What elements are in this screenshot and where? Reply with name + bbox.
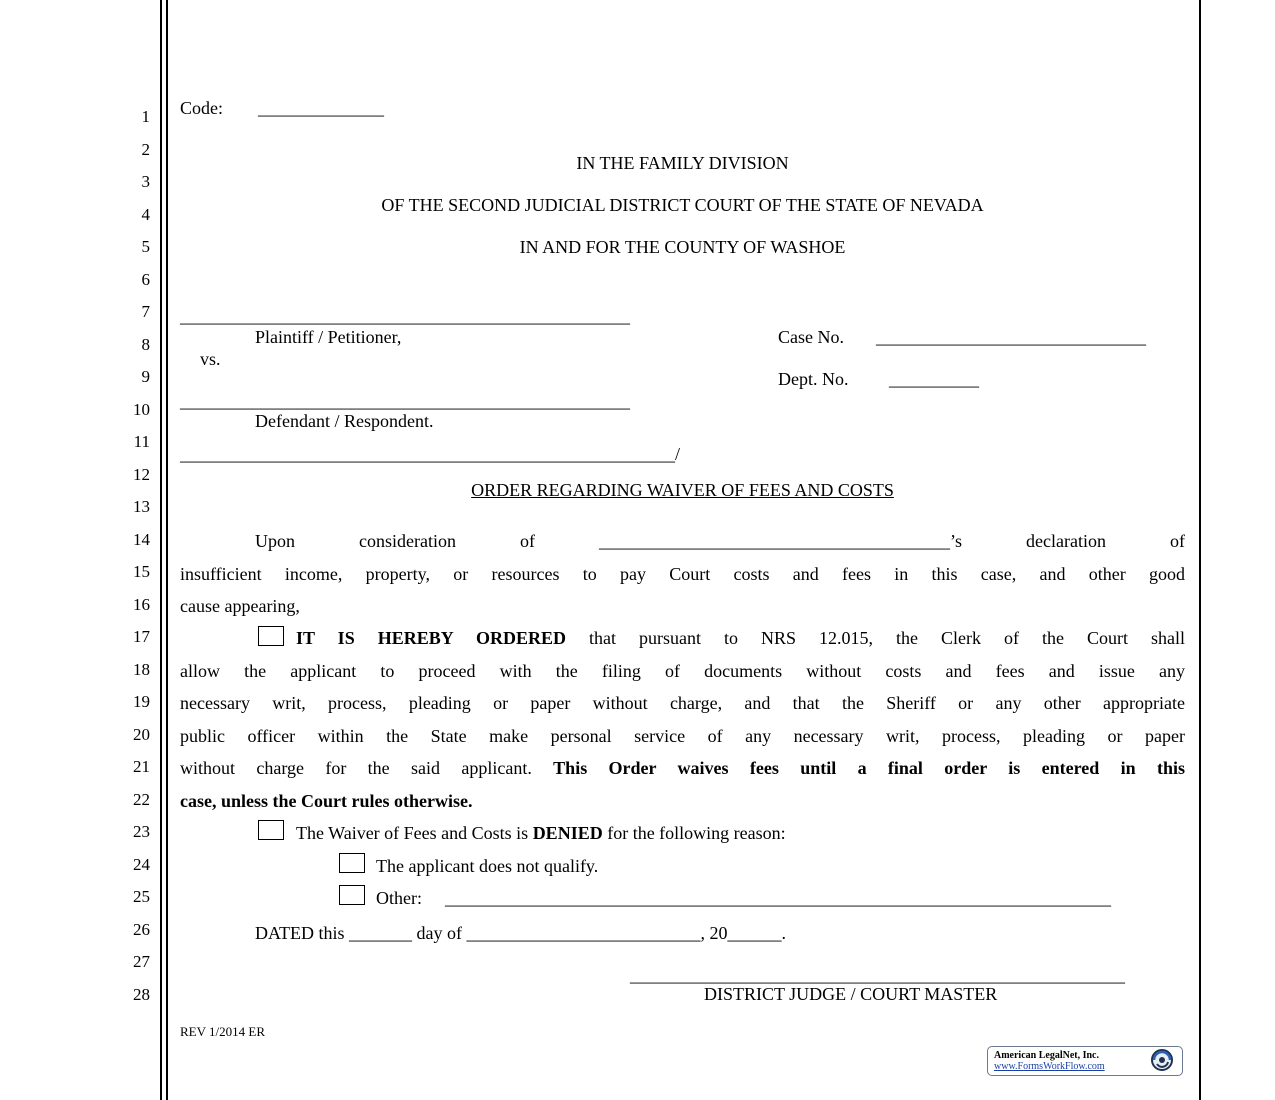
line-number: 28 <box>133 985 150 1004</box>
code-label: Code: <box>180 98 223 118</box>
caption-closing-blank[interactable]: _______________________________________________________/ <box>180 444 681 464</box>
line-number: 7 <box>141 302 150 321</box>
dept-no-blank[interactable]: __________ <box>889 369 979 389</box>
p1-word: of <box>519 531 535 551</box>
p1-word: of <box>1169 531 1185 551</box>
globe-icon <box>1145 1048 1179 1072</box>
line-number: 6 <box>141 270 150 289</box>
line-number: 22 <box>133 790 150 809</box>
line-20: public officer within the State make personal service of any necessary writ, process, pleading or paper <box>180 726 1185 746</box>
publisher-logo[interactable] <box>987 1046 1183 1076</box>
line-number: 8 <box>141 335 150 354</box>
line-number: 23 <box>133 822 150 841</box>
line-number: 13 <box>133 497 150 516</box>
line-21 <box>180 758 1185 779</box>
line-number: 21 <box>133 757 150 776</box>
vs-label: vs. <box>200 349 221 369</box>
line-number: 14 <box>133 530 150 549</box>
dept-no-label: Dept. No. <box>778 369 849 389</box>
line-number: 12 <box>133 465 150 484</box>
line-number: 27 <box>133 952 150 971</box>
defendant-blank[interactable]: __________________________________________________ <box>180 391 630 411</box>
line-number: 10 <box>133 400 150 419</box>
line-number: 17 <box>133 627 150 646</box>
line-number: 20 <box>133 725 150 744</box>
left-margin-rule-inner <box>166 0 168 1100</box>
line-number: 25 <box>133 887 150 906</box>
p1-word: declaration <box>1026 531 1106 551</box>
ordered-line <box>296 628 1185 649</box>
line-number: 11 <box>133 432 150 451</box>
ordered-bold: IT IS HEREBY ORDERED <box>296 628 567 648</box>
ordered-checkbox[interactable] <box>258 626 284 646</box>
right-margin-rule <box>1199 0 1201 1100</box>
publisher-url[interactable]: www.FormsWorkFlow.com <box>994 1061 1105 1072</box>
order-title: ORDER REGARDING WAIVER OF FEES AND COSTS <box>471 480 894 500</box>
other-reason-blank[interactable]: __________________________________________________________________________ <box>445 888 1111 908</box>
line-22: case, unless the Court rules otherwise. <box>180 791 473 811</box>
line-21-normal: without charge for the said applicant. <box>180 758 554 778</box>
line-number: 24 <box>133 855 150 874</box>
denied-checkbox[interactable] <box>258 820 284 840</box>
line-21-bold: This Order waives fees until a final order is entered in this <box>553 758 1185 778</box>
denied-bold: DENIED <box>532 823 603 843</box>
p1-line-2: insufficient income, property, or resources to pay Court costs and fees in this case, and other good <box>180 564 1185 584</box>
other-checkbox[interactable] <box>339 885 365 905</box>
signature-label: DISTRICT JUDGE / COURT MASTER <box>704 984 998 1004</box>
line-number: 15 <box>133 562 150 581</box>
signature-blank[interactable]: _______________________________________________________ <box>630 965 1125 985</box>
applicant-name-blank[interactable]: _______________________________________’s <box>598 531 962 551</box>
line-number: 4 <box>141 205 150 224</box>
case-no-label: Case No. <box>778 327 844 347</box>
left-margin-rule-outer <box>160 0 162 1100</box>
line-number: 16 <box>133 595 150 614</box>
revision-label: REV 1/2014 ER <box>180 1024 265 1039</box>
denied-line <box>296 823 786 844</box>
line-number: 3 <box>141 172 150 191</box>
p1-word: Upon <box>255 531 295 551</box>
court-line-1: IN THE FAMILY DIVISION <box>576 153 789 173</box>
publisher-name: American LegalNet, Inc. <box>994 1050 1099 1061</box>
not-qualify-label: The applicant does not qualify. <box>376 856 599 876</box>
p1-word: consideration <box>359 531 456 551</box>
line-number: 5 <box>141 237 150 256</box>
court-line-3: IN AND FOR THE COUNTY OF WASHOE <box>519 237 846 257</box>
line-number: 18 <box>133 660 150 679</box>
line-18: allow the applicant to proceed with the filing of documents without costs and fees and issue any <box>180 661 1185 681</box>
ordered-rest: that pursuant to NRS 12.015, the Clerk of the Court shall <box>566 628 1185 648</box>
denied-post: for the following reason: <box>602 823 786 843</box>
p1-line-3: cause appearing, <box>180 596 300 616</box>
plaintiff-label: Plaintiff / Petitioner, <box>255 327 402 347</box>
dated-line[interactable]: DATED this _______ day of __________________________, 20______. <box>255 923 786 943</box>
other-label: Other: <box>376 888 422 908</box>
line-19: necessary writ, process, pleading or paper without charge, and that the Sheriff or any other appropriate <box>180 693 1185 713</box>
court-line-2: OF THE SECOND JUDICIAL DISTRICT COURT OF THE STATE OF NEVADA <box>381 195 984 215</box>
p1-line-1 <box>255 531 1185 552</box>
defendant-label: Defendant / Respondent. <box>255 411 434 431</box>
code-blank[interactable]: ______________ <box>258 98 384 118</box>
line-number: 1 <box>141 107 150 126</box>
line-number: 26 <box>133 920 150 939</box>
line-number: 19 <box>133 692 150 711</box>
denied-pre: The Waiver of Fees and Costs is <box>296 823 533 843</box>
not-qualify-checkbox[interactable] <box>339 853 365 873</box>
line-number: 2 <box>141 140 150 159</box>
case-no-blank[interactable]: ______________________________ <box>876 327 1146 347</box>
plaintiff-blank[interactable]: __________________________________________________ <box>180 306 630 326</box>
line-number: 9 <box>141 367 150 386</box>
